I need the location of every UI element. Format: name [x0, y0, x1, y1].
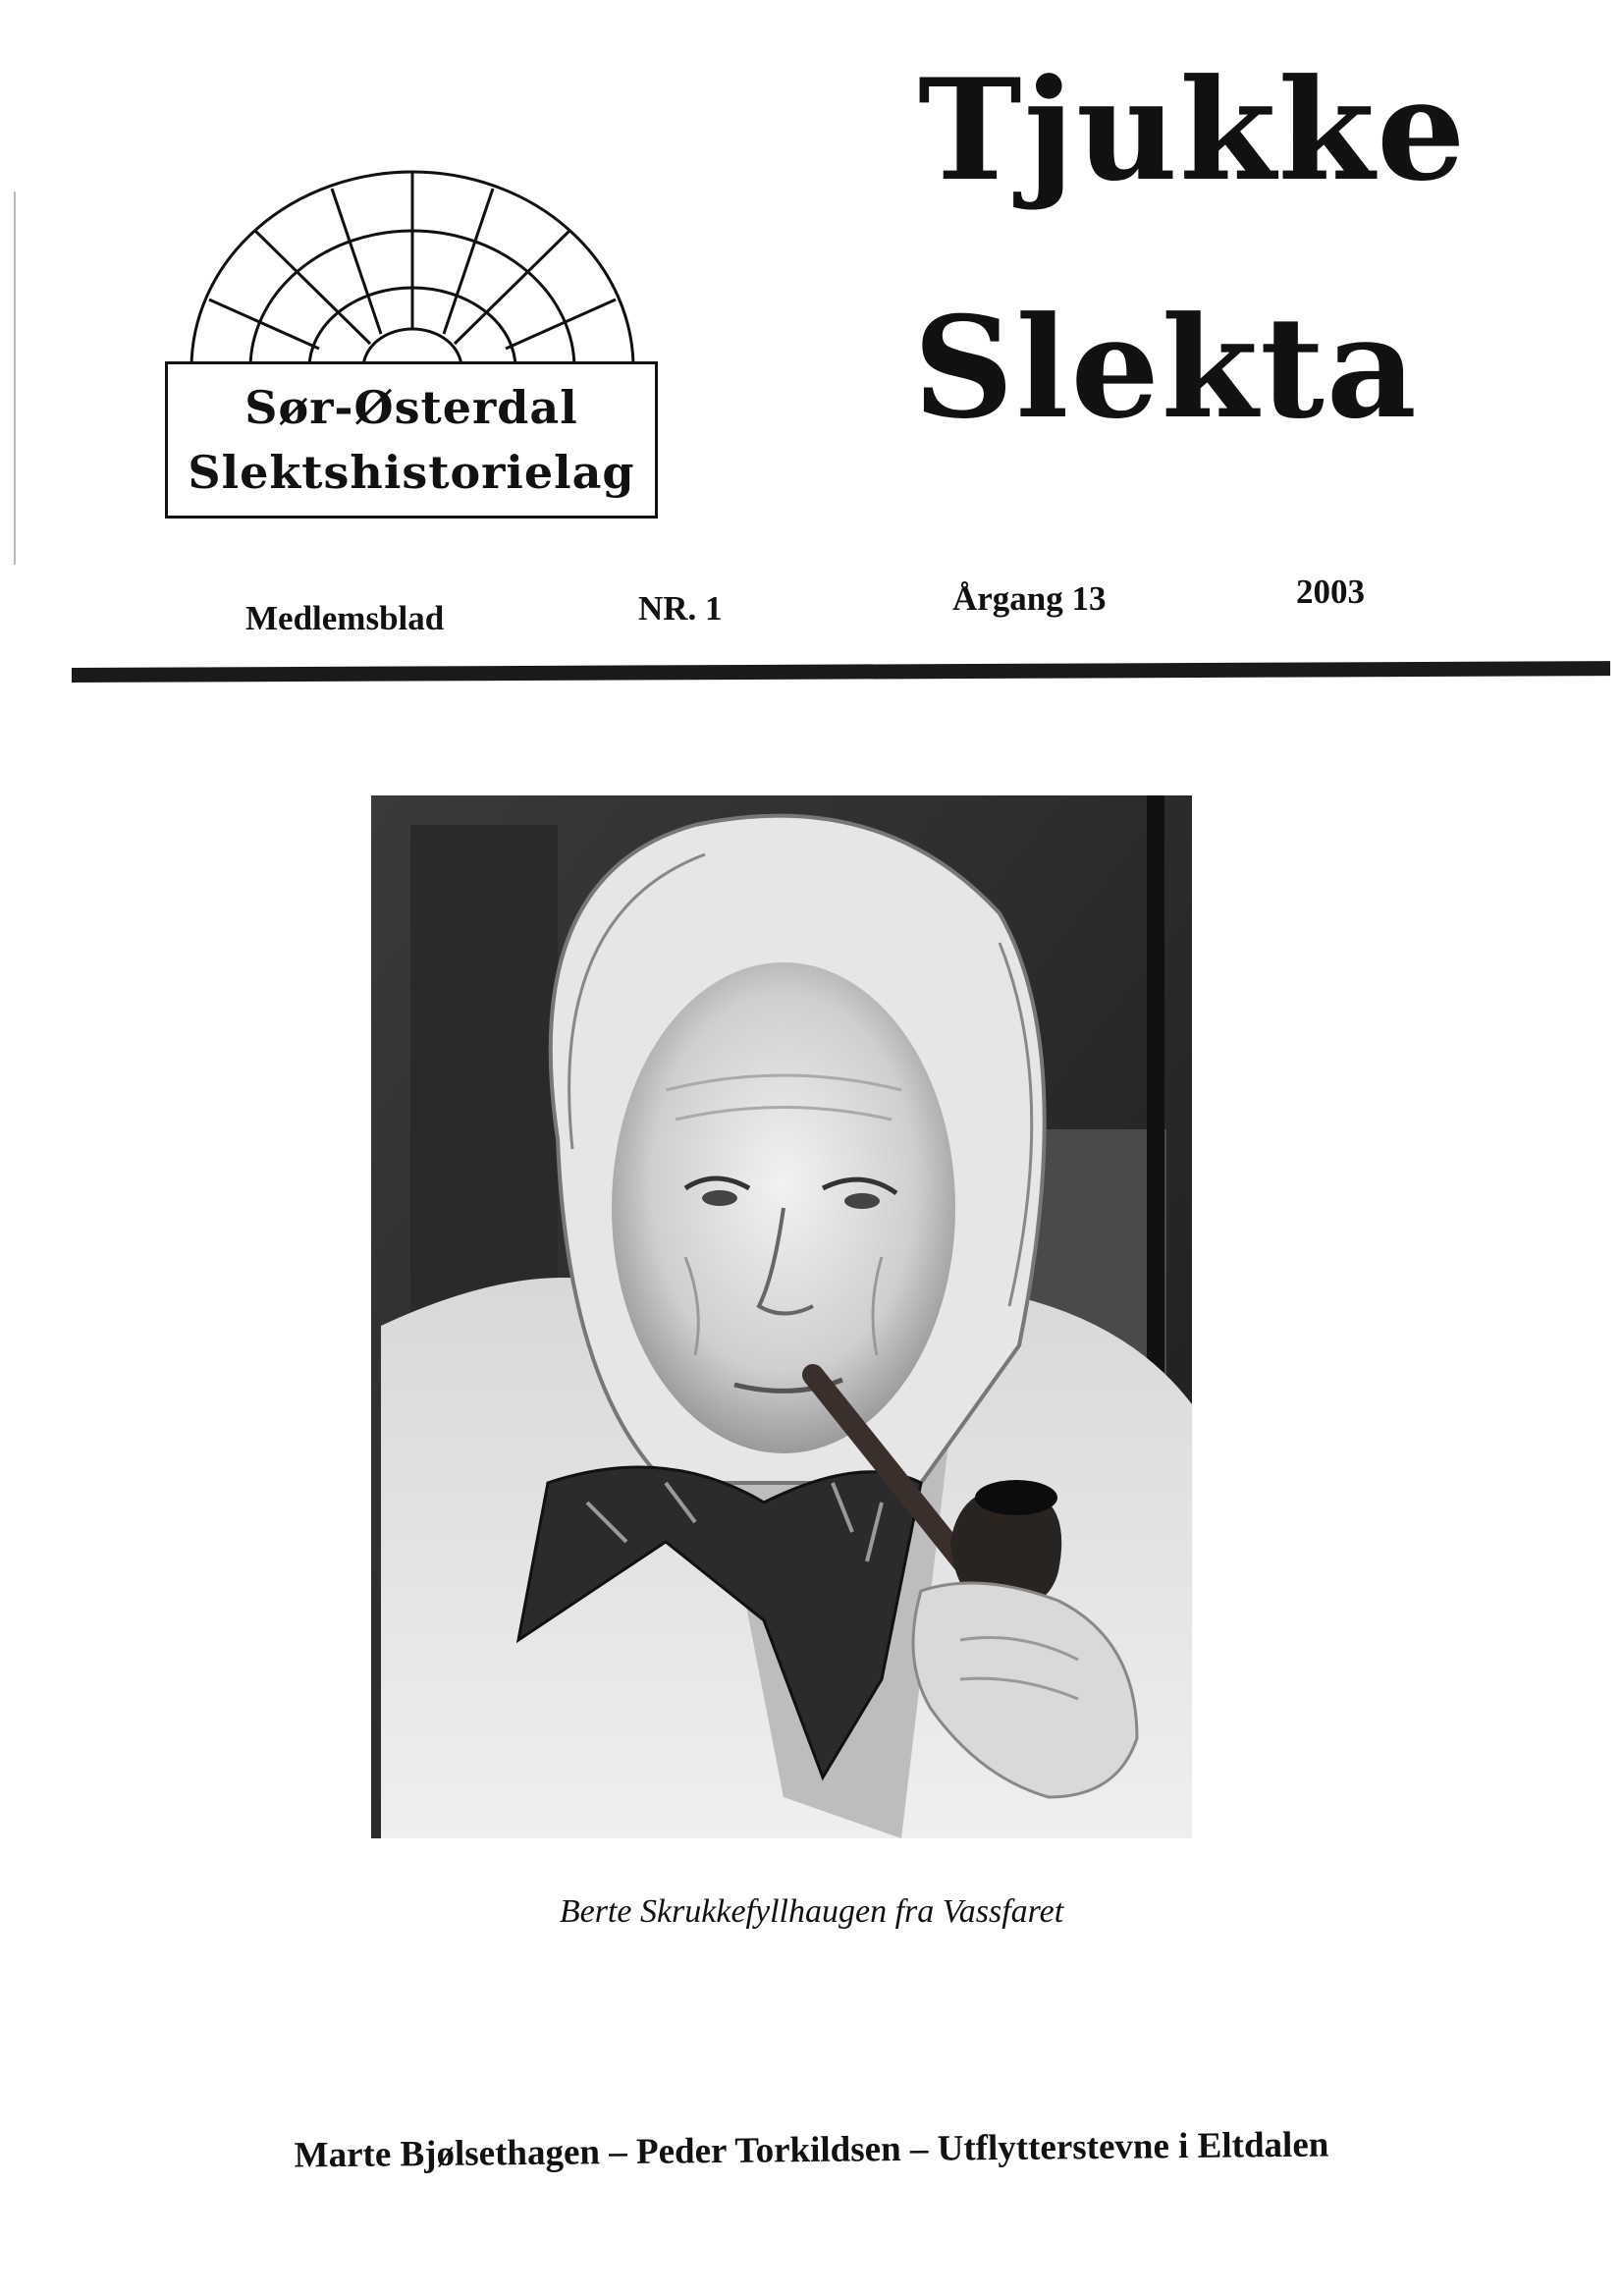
- issue-label: Medlemsblad: [245, 599, 445, 637]
- header-divider: [72, 661, 1610, 683]
- photo-caption: Berte Skrukkefyllhaugen fra Vassfaret: [559, 1893, 1064, 1930]
- contents-headline: Marte Bjølsethagen – Peder Torkildsen – Utflytterstevne i Eltdalen: [294, 2124, 1329, 2176]
- logo-line-1: Sør-Østerdal: [244, 381, 578, 434]
- issue-year: 2003: [1296, 573, 1365, 611]
- scan-margin-line: [14, 191, 16, 565]
- cover-photo: [371, 795, 1192, 1838]
- magazine-title-word-1: Tjukke: [918, 49, 1468, 212]
- issue-volume: Årgang 13: [952, 579, 1107, 618]
- society-logo: [162, 162, 668, 525]
- issue-number: NR. 1: [638, 589, 723, 628]
- logo-line-2: Slektshistorielag: [188, 446, 635, 499]
- magazine-title-word-2: Slekta: [913, 287, 1419, 450]
- logo-nameplate: [165, 361, 658, 519]
- window-arch-icon: [162, 162, 668, 373]
